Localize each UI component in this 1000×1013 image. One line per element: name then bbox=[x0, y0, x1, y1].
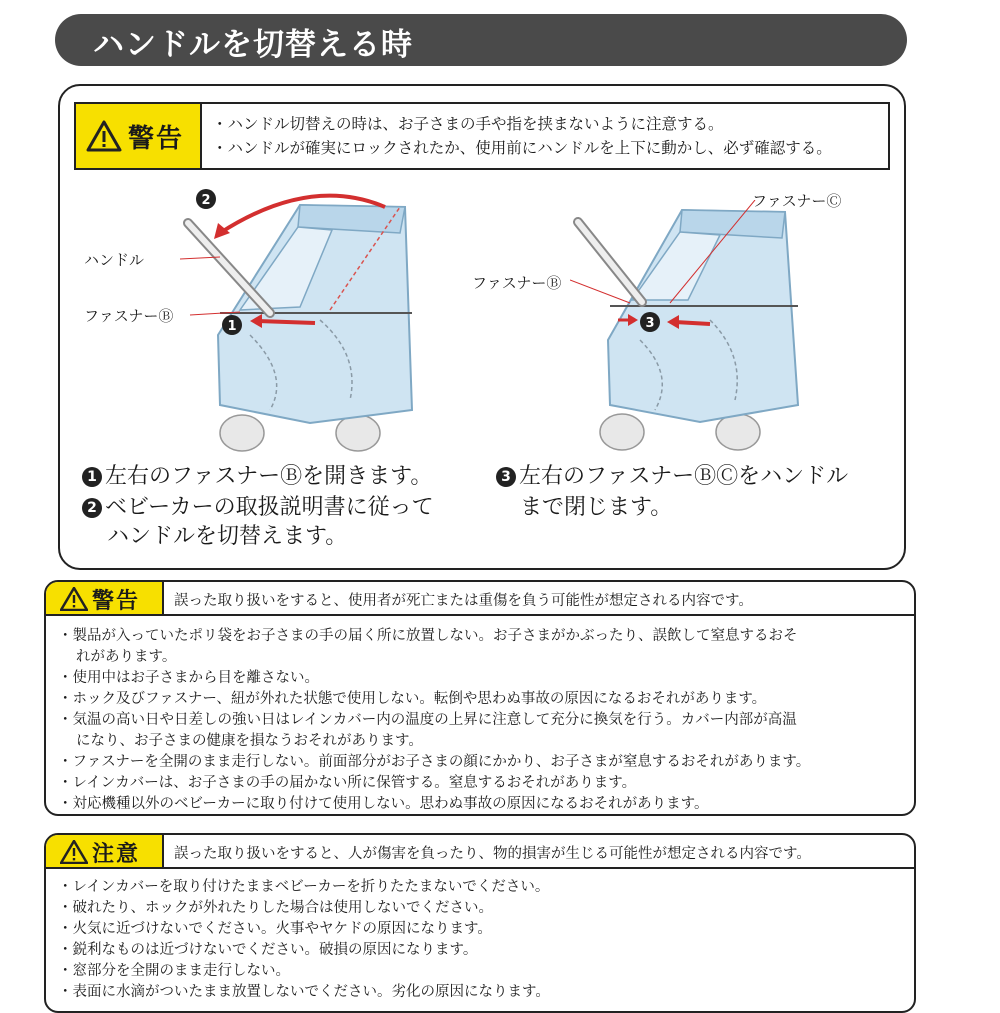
top-warning-text bbox=[212, 112, 832, 160]
top-warning-label: 警告 bbox=[128, 124, 185, 154]
list-item: ・気温の高い日や日差しの強い日はレインカバー内の温度の上昇に注意して充分に換気を行う。カバー内部が高温 bbox=[58, 712, 797, 728]
top-warning-badge bbox=[76, 104, 202, 168]
marker-1: 1 bbox=[227, 319, 237, 334]
step-1-text: 左右のファスナーⒷを開きます。 bbox=[105, 464, 433, 489]
warning-triangle-icon bbox=[86, 120, 122, 152]
list-item: ・窓部分を全開のまま走行しない。 bbox=[58, 963, 290, 979]
list-item: ・鋭利なものは近づけないでください。破損の原因になります。 bbox=[58, 942, 478, 958]
warning-section-description: 誤った取り扱いをすると、使用者が死亡または重傷を負う可能性が想定される内容です。 bbox=[174, 593, 753, 609]
list-item: になり、お子さまの健康を損なうおそれがあります。 bbox=[76, 733, 423, 749]
list-item: ・破れたり、ホックが外れたりした場合は使用しないでください。 bbox=[58, 900, 493, 916]
caution-section-header bbox=[46, 835, 914, 869]
caution-list bbox=[58, 877, 906, 1003]
warning-triangle-icon bbox=[60, 840, 88, 864]
list-item: ・使用中はお子さまから目を離さない。 bbox=[58, 670, 319, 686]
top-warning-line: ・ハンドル切替えの時は、お子さまの手や指を挟まないように注意する。 bbox=[212, 115, 724, 133]
warning-triangle-icon bbox=[60, 587, 88, 611]
step-2 bbox=[82, 492, 434, 523]
page-title-bar bbox=[55, 14, 907, 66]
warning-section-label: 警告 bbox=[92, 589, 141, 614]
step-3-continued bbox=[520, 492, 672, 523]
step-2-continued bbox=[107, 521, 347, 552]
list-item: ・レインカバーを取り付けたままベビーカーを折りたたまないでください。 bbox=[58, 879, 550, 895]
list-item: ・製品が入っていたポリ袋をお子さまの手の届く所に放置しない。お子さまがかぶったり、誤飲して窒息するおそ bbox=[58, 628, 798, 644]
list-item: ・火気に近づけないでください。火事やヤケドの原因になります。 bbox=[58, 921, 492, 937]
step-2-text: ベビーカーの取扱説明書に従って bbox=[105, 495, 434, 520]
warning-section-header bbox=[46, 582, 914, 616]
list-item: ・対応機種以外のベビーカーに取り付けて使用しない。思わぬ事故の原因になるおそれがあります。 bbox=[58, 796, 709, 812]
step-3 bbox=[496, 461, 848, 492]
caution-section-description: 誤った取り扱いをすると、人が傷害を負ったり、物的損害が生じる可能性が想定される内容です。 bbox=[174, 846, 811, 862]
step-2-text-cont: ハンドルを切替えます。 bbox=[107, 524, 348, 549]
zipper-b-label-right: ファスナーⒷ bbox=[472, 274, 562, 292]
marker-2: 2 bbox=[201, 193, 211, 208]
warning-list bbox=[58, 626, 906, 815]
stroller-closed-illustration bbox=[570, 200, 810, 460]
marker-3: 3 bbox=[645, 316, 655, 331]
caution-section bbox=[44, 833, 916, 1013]
step-3-number: 3 bbox=[496, 467, 516, 487]
list-item: ・レインカバーは、お子さまの手の届かない所に保管する。窒息するおそれがあります。 bbox=[58, 775, 637, 791]
list-item: ・表面に水滴がついたまま放置しないでください。劣化の原因になります。 bbox=[58, 984, 550, 1000]
caution-section-label: 注意 bbox=[92, 842, 141, 867]
handle-label: ハンドル bbox=[84, 251, 145, 269]
stroller-open-illustration bbox=[180, 185, 420, 455]
zipper-b-label-left: ファスナーⒷ bbox=[84, 307, 174, 325]
page-title: ハンドルを切替える時 bbox=[93, 27, 413, 63]
top-warning-box bbox=[74, 102, 890, 170]
list-item: ・ファスナーを全開のまま走行しない。前面部分がお子さまの顔にかかり、お子さまが窒息するおそれがあります。 bbox=[58, 754, 811, 770]
warning-section-badge bbox=[46, 582, 164, 614]
step-3-text: 左右のファスナーⒷⒸをハンドル bbox=[519, 464, 849, 489]
top-warning-line: ・ハンドルが確実にロックされたか、使用前にハンドルを上下に動かし、必ず確認する。 bbox=[212, 139, 832, 157]
step-1 bbox=[82, 461, 432, 492]
caution-section-badge bbox=[46, 835, 164, 867]
step-1-number: 1 bbox=[82, 467, 102, 487]
zipper-c-label: ファスナーⒸ bbox=[752, 192, 842, 210]
list-item: れがあります。 bbox=[76, 649, 177, 665]
step-3-text-cont: まで閉じます。 bbox=[520, 495, 673, 520]
step-2-number: 2 bbox=[82, 498, 102, 518]
warning-section bbox=[44, 580, 916, 816]
list-item: ・ホック及びファスナー、紐が外れた状態で使用しない。転倒や思わぬ事故の原因になるおそれがあります。 bbox=[58, 691, 767, 707]
